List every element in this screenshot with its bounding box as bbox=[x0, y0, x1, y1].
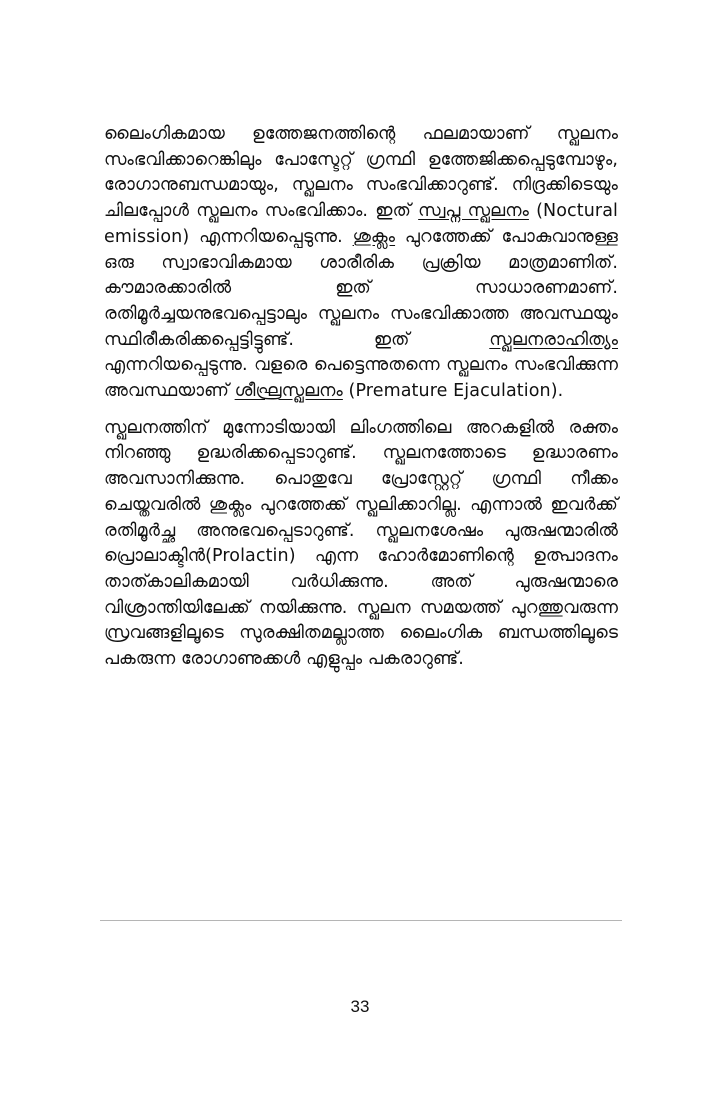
link-swapna-skhalanam[interactable]: സ്വപ്ന സ്ഖലനം bbox=[418, 201, 529, 222]
paragraph-1 bbox=[104, 122, 618, 405]
paragraph-1-text-d: എന്നറിയപ്പെടുന്നു. വളരെ പെട്ടെന്നുതന്നെ സ്ഖലനം സംഭവിക്കുന്ന അവസ്ഥയാണ് bbox=[104, 355, 618, 402]
link-sheeghra-skhalanam[interactable]: ശീഘ്രസ്ഖലനം bbox=[234, 381, 343, 402]
link-skhalana-rahityam[interactable]: സ്ഖലനരാഹിത്യം bbox=[489, 329, 618, 350]
body-text bbox=[104, 122, 618, 684]
link-shukla[interactable]: ശുക്ലം bbox=[352, 226, 396, 247]
paragraph-1-text-e: (Premature Ejaculation). bbox=[342, 381, 564, 402]
footer-divider bbox=[100, 920, 622, 921]
paragraph-1-text-b: (Noctural emission) എന്നറിയപ്പെടുന്നു. bbox=[104, 201, 619, 247]
paragraph-1-text-a: ലൈംഗികമായ ഉത്തേജനത്തിന്റെ ഫലമായാണ് സ്ഖലനം സംഭവിക്കാറെങ്കിലും പോസ്ടേറ്റ് ഗ്രന്ഥി ഉത്തേജിക്കപ്പെടുമ്പോഴും, രോഗാനുബന്ധമായും, സ്ഖലനം സംഭവിക്കാറുണ്ട്. നിദ്രക്കിടെയും ചിലപ്പോൾ സ്ഖലനം സംഭവിക്കാം. ഇത് bbox=[104, 124, 618, 222]
paragraph-2: സ്ഖലനത്തിന് മുന്നോടിയായി ലിംഗത്തിലെ അറകളിൽ രക്തം നിറഞ്ഞു ഉദ്ധരിക്കപ്പെടാറുണ്ട്. സ്ഖലനത്തോടെ ഉദ്ധാരണം അവസാനിക്കുന്നു. പൊതുവേ പ്രോസ്റ്റേറ്റ് ഗ്രന്ഥി നീക്കം ചെയ്തവരിൽ ശുക്ലം പുറത്തേക്ക് സ്ഖലിക്കാറില്ല. എന്നാൽ ഇവർക്ക് രതിമൂർച്ഛ അനുഭവപ്പെടാറുണ്ട്. സ്ഖലനശേഷം പുരുഷന്മാരിൽ പ്രൊലാക്ടിൻ(Prolactin) എന്ന ഹോർമോണിന്റെ ഉത്പാദനം താത്കാലികമായി വർധിക്കുന്നു. അത് പുരുഷന്മാരെ വിശ്രാന്തിയിലേക്ക് നയിക്കുന്നു. സ്ഖലന സമയത്ത് പുറത്തുവരുന്ന സ്രവങ്ങളിലൂടെ സുരക്ഷിതമല്ലാത്ത ലൈംഗിക ബന്ധത്തിലൂടെ പകരുന്ന രോഗാണുക്കൾ എളുപ്പം പകരാറുണ്ട്. bbox=[104, 417, 618, 670]
paragraph-1-text-c: പുറത്തേക്ക് പോകുവാനുള്ള ഒരു സ്വാഭാവികമായ ശാരീരിക പ്രക്രിയ മാത്രമാണിത്. കൗമാരക്കാരിൽ ഇത് സാധാരണമാണ്. രതിമൂർച്ചയനുഭവപ്പെട്ടാലും സ്ഖലനം സംഭവിക്കാത്ത അവസ്ഥയും സ്ഥിരീകരിക്കപ്പെട്ടിട്ടുണ്ട്. ഇത് bbox=[104, 226, 618, 350]
page-number: 33 bbox=[350, 997, 370, 1016]
